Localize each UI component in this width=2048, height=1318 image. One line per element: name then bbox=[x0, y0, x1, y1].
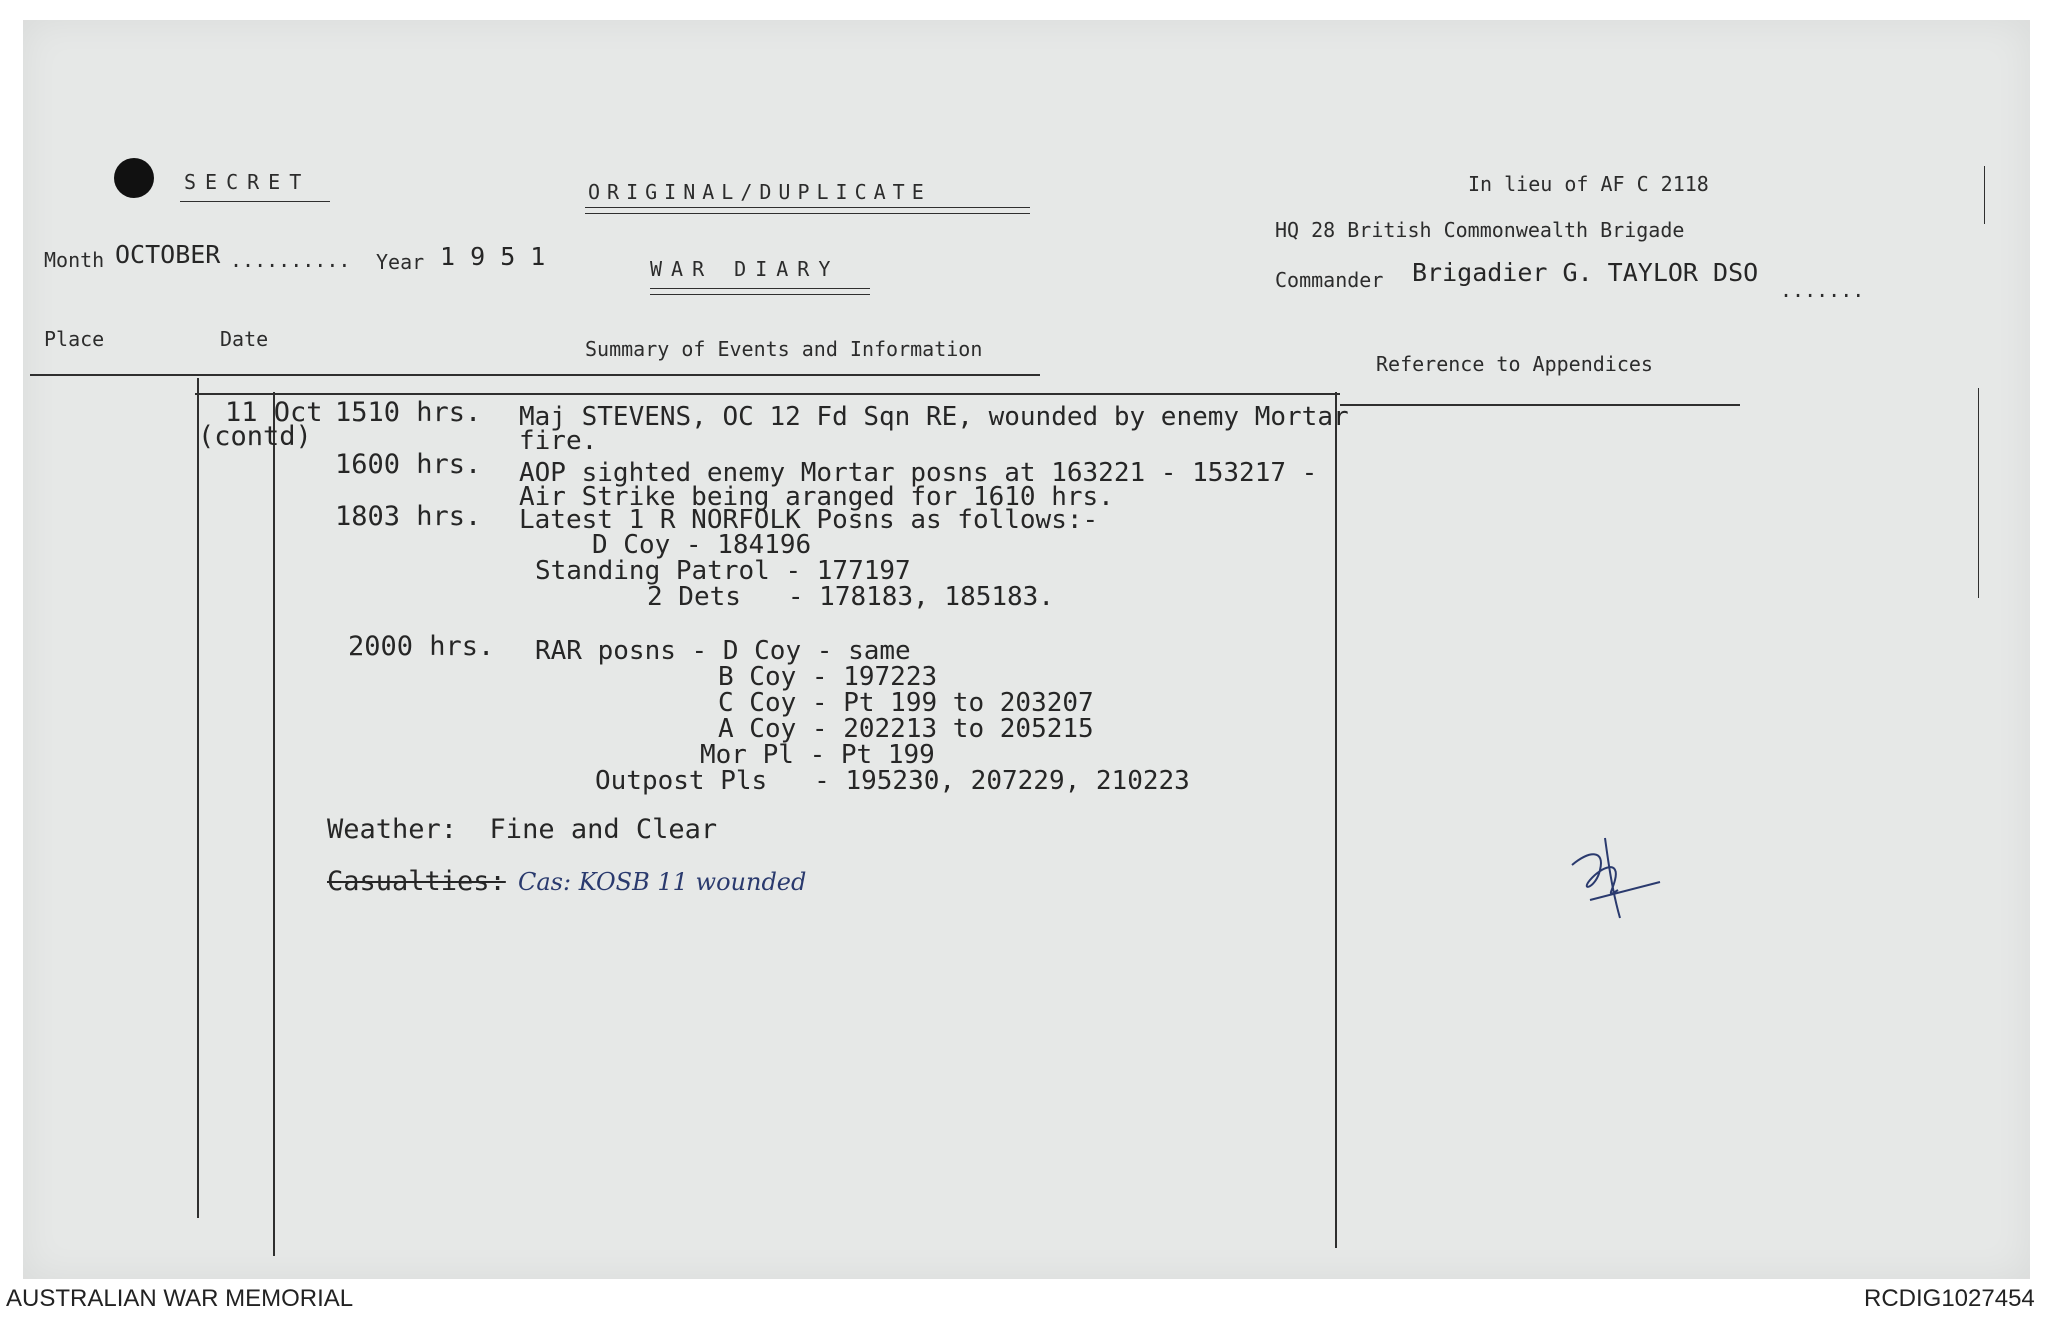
month-dots: .......... bbox=[230, 248, 351, 272]
entry-4-line-4: A Coy - 202213 to 205215 bbox=[718, 714, 1094, 744]
entry-4-line-2: B Coy - 197223 bbox=[718, 662, 938, 692]
war-diary-underline-2 bbox=[650, 294, 870, 295]
entry-2-time: 1600 hrs. bbox=[335, 449, 482, 480]
right-edge-mark-1 bbox=[1984, 166, 1985, 224]
entry-3-line-4: 2 Dets - 178183, 185183. bbox=[647, 582, 1054, 612]
place-header: Place bbox=[44, 327, 105, 351]
secret-label: SECRET bbox=[184, 170, 311, 194]
header-rule-mid bbox=[195, 393, 1340, 395]
hq-label: HQ 28 British Commonwealth Brigade bbox=[1275, 218, 1685, 242]
year-value: 1 9 5 1 bbox=[440, 242, 546, 271]
entry-2-line-1: AOP sighted enemy Mortar posns at 163221 - 153217 - bbox=[519, 458, 1318, 488]
summary-header: Summary of Events and Information bbox=[585, 337, 983, 361]
header-rule-left bbox=[30, 374, 1040, 376]
original-duplicate-label: ORIGINAL/DUPLICATE bbox=[588, 180, 931, 204]
entry-4-line-3: C Coy - Pt 199 to 203207 bbox=[718, 688, 1094, 718]
reference-header: Reference to Appendices bbox=[1376, 352, 1653, 376]
summary-column-line bbox=[1335, 392, 1337, 1248]
commander-value: Brigadier G. TAYLOR DSO bbox=[1412, 258, 1759, 287]
entry-4-line-1: RAR posns - D Coy - same bbox=[535, 636, 911, 666]
header-rule-right bbox=[1340, 404, 1740, 406]
entry-3-line-3: Standing Patrol - 177197 bbox=[535, 556, 911, 586]
footer-id: RCDIG1027454 bbox=[1864, 1285, 2035, 1312]
punch-hole bbox=[114, 158, 154, 198]
casualties-handwritten-note: Cas: KOSB 11 wounded bbox=[518, 868, 807, 896]
footer-source: AUSTRALIAN WAR MEMORIAL bbox=[6, 1285, 354, 1312]
weather-line: Weather: Fine and Clear bbox=[327, 814, 718, 845]
original-underline-2 bbox=[585, 213, 1030, 214]
place-column-line bbox=[197, 378, 199, 1218]
entry-1-line-1: Maj STEVENS, OC 12 Fd Sqn RE, wounded by enemy Mortar bbox=[519, 402, 1349, 432]
right-edge-mark-2 bbox=[1978, 388, 1979, 598]
war-diary-underline-1 bbox=[650, 288, 870, 289]
secret-underline bbox=[180, 201, 330, 202]
entry-3-time: 1803 hrs. bbox=[335, 501, 482, 532]
month-value: OCTOBER bbox=[115, 240, 221, 269]
entry-3-line-2: D Coy - 184196 bbox=[592, 530, 812, 560]
entry-4-time: 2000 hrs. bbox=[348, 631, 495, 662]
casualties-label: Casualties: bbox=[327, 866, 506, 897]
entry-1-line-2: fire. bbox=[519, 426, 598, 456]
entry-3-line-1: Latest 1 R NORFOLK Posns as follows:- bbox=[519, 505, 1099, 535]
entry-1-time: 1510 hrs. bbox=[335, 397, 482, 428]
entry-date: 11 Oct bbox=[225, 397, 323, 428]
in-lieu-label: In lieu of AF C 2118 bbox=[1468, 172, 1709, 196]
original-underline-1 bbox=[585, 207, 1030, 208]
commander-label: Commander bbox=[1275, 268, 1384, 292]
entry-4-line-6: Outpost Pls - 195230, 207229, 210223 bbox=[595, 766, 1190, 796]
year-label: Year bbox=[376, 250, 425, 274]
initials-signature bbox=[1560, 830, 1670, 925]
month-label: Month bbox=[44, 248, 105, 272]
date-column-line bbox=[273, 392, 275, 1256]
war-diary-title: WAR DIARY bbox=[650, 257, 840, 281]
diary-sheet bbox=[23, 20, 2030, 1279]
commander-dots: ....... bbox=[1780, 278, 1865, 302]
entry-date-note: (contd) bbox=[198, 421, 312, 452]
date-header: Date bbox=[220, 327, 269, 351]
entry-4-line-5: Mor Pl - Pt 199 bbox=[700, 740, 935, 770]
entry-2-line-2: Air Strike being aranged for 1610 hrs. bbox=[519, 482, 1114, 512]
